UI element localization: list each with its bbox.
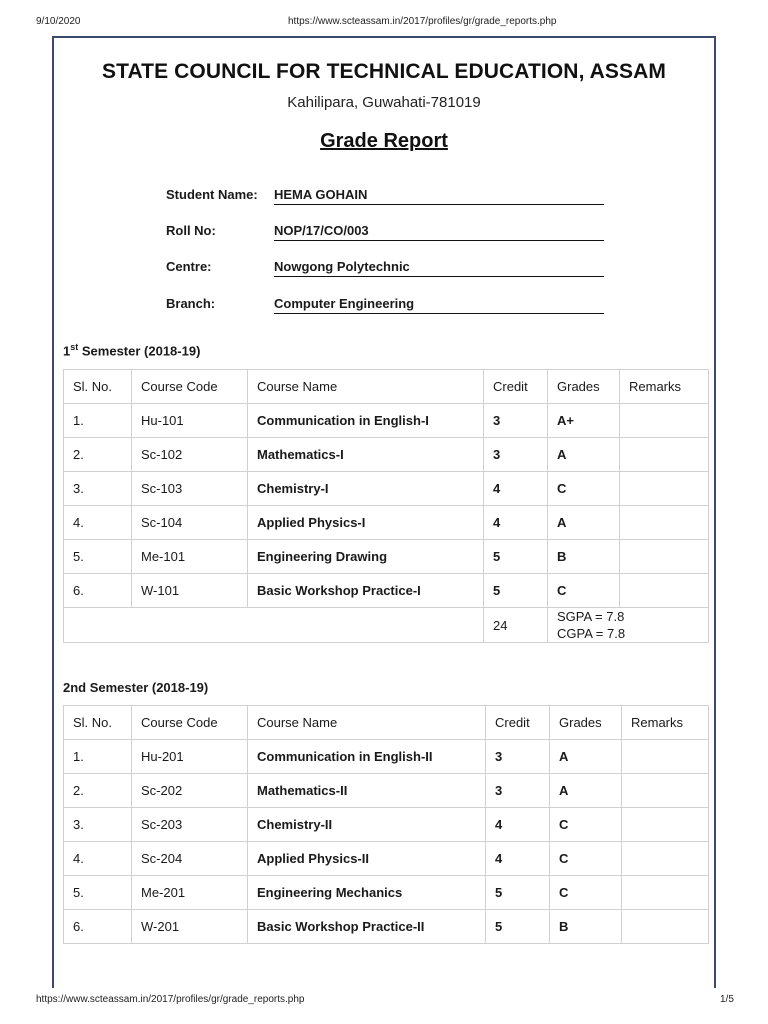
credit: 3 <box>486 774 550 808</box>
course-name: Mathematics-II <box>248 774 486 808</box>
credit: 5 <box>486 876 550 910</box>
course-name: Chemistry-I <box>248 472 484 506</box>
grade: C <box>550 876 622 910</box>
col-credit: Credit <box>486 706 550 740</box>
roll-no-row <box>166 223 606 243</box>
course-code: Hu-201 <box>132 740 248 774</box>
credit: 4 <box>486 808 550 842</box>
credit: 5 <box>484 574 548 608</box>
course-name: Mathematics-I <box>248 438 484 472</box>
course-name: Applied Physics-I <box>248 506 484 540</box>
page-number: 1/5 <box>720 994 734 1005</box>
sl-no: 6. <box>64 910 132 944</box>
course-name: Communication in English-I <box>248 404 484 438</box>
centre-row <box>166 259 606 279</box>
table-row <box>64 540 709 574</box>
grade: B <box>550 910 622 944</box>
course-name: Engineering Mechanics <box>248 876 486 910</box>
print-date: 9/10/2020 <box>36 16 81 27</box>
remarks <box>620 506 709 540</box>
credit: 4 <box>486 842 550 876</box>
course-code: Hu-101 <box>132 404 248 438</box>
remarks <box>622 842 709 876</box>
sl-no: 4. <box>64 842 132 876</box>
centre-value: Nowgong Polytechnic <box>274 259 604 277</box>
credit: 5 <box>486 910 550 944</box>
semester-2-heading: 2nd Semester (2018-19) <box>63 680 209 695</box>
col-course-name: Course Name <box>248 370 484 404</box>
course-code: Me-201 <box>132 876 248 910</box>
credit: 3 <box>484 404 548 438</box>
grade: A <box>548 438 620 472</box>
course-code: Sc-103 <box>132 472 248 506</box>
table-row <box>64 506 709 540</box>
table-row <box>64 438 709 472</box>
course-code: Sc-202 <box>132 774 248 808</box>
credit: 5 <box>484 540 548 574</box>
course-name: Applied Physics-II <box>248 842 486 876</box>
semester-2-table <box>63 705 709 944</box>
semester-total-row <box>64 608 709 643</box>
course-name: Chemistry-II <box>248 808 486 842</box>
credit: 4 <box>484 506 548 540</box>
course-code: Sc-204 <box>132 842 248 876</box>
branch-label: Branch: <box>166 296 216 311</box>
student-name-row <box>166 187 606 207</box>
credit: 3 <box>486 740 550 774</box>
sl-no: 3. <box>64 808 132 842</box>
sl-no: 1. <box>64 404 132 438</box>
grade: A+ <box>548 404 620 438</box>
table-row <box>64 574 709 608</box>
course-name: Communication in English-II <box>248 740 486 774</box>
col-course-code: Course Code <box>132 370 248 404</box>
col-remarks: Remarks <box>620 370 709 404</box>
org-title: STATE COUNCIL FOR TECHNICAL EDUCATION, ASSAM <box>101 60 666 83</box>
sl-no: 6. <box>64 574 132 608</box>
total-credit: 24 <box>484 608 548 643</box>
remarks <box>622 774 709 808</box>
course-name: Engineering Drawing <box>248 540 484 574</box>
grade: A <box>548 506 620 540</box>
col-credit: Credit <box>484 370 548 404</box>
student-name-value: HEMA GOHAIN <box>274 187 604 205</box>
table-row <box>64 740 709 774</box>
grade: A <box>550 774 622 808</box>
gpa-summary <box>548 608 709 643</box>
col-sl-no: Sl. No. <box>64 706 132 740</box>
table-row <box>64 910 709 944</box>
grade: B <box>548 540 620 574</box>
course-name: Basic Workshop Practice-I <box>248 574 484 608</box>
table-row <box>64 808 709 842</box>
col-grades: Grades <box>548 370 620 404</box>
col-remarks: Remarks <box>622 706 709 740</box>
remarks <box>622 910 709 944</box>
roll-no-value: NOP/17/CO/003 <box>274 223 604 241</box>
remarks <box>620 472 709 506</box>
grade: A <box>550 740 622 774</box>
col-course-code: Course Code <box>132 706 248 740</box>
sl-no: 1. <box>64 740 132 774</box>
sgpa: SGPA = 7.8 <box>557 609 625 624</box>
semester-1-table <box>63 369 709 643</box>
footer-url: https://www.scteassam.in/2017/profiles/gr/grade_reports.php <box>36 994 305 1005</box>
print-url: https://www.scteassam.in/2017/profiles/gr/grade_reports.php <box>288 16 557 27</box>
branch-value: Computer Engineering <box>274 296 604 314</box>
table-row <box>64 472 709 506</box>
table-header-row <box>64 706 709 740</box>
col-course-name: Course Name <box>248 706 486 740</box>
remarks <box>620 438 709 472</box>
grade: C <box>548 472 620 506</box>
table-row <box>64 842 709 876</box>
remarks <box>622 808 709 842</box>
col-grades: Grades <box>550 706 622 740</box>
report-title: Grade Report <box>320 130 448 152</box>
centre-label: Centre: <box>166 259 212 274</box>
sl-no: 2. <box>64 774 132 808</box>
sl-no: 2. <box>64 438 132 472</box>
grade: C <box>550 842 622 876</box>
course-code: W-201 <box>132 910 248 944</box>
course-code: Me-101 <box>132 540 248 574</box>
grade: C <box>550 808 622 842</box>
course-code: Sc-102 <box>132 438 248 472</box>
cgpa: CGPA = 7.8 <box>557 626 626 641</box>
course-code: W-101 <box>132 574 248 608</box>
remarks <box>622 876 709 910</box>
col-sl-no: Sl. No. <box>64 370 132 404</box>
branch-row <box>166 296 606 316</box>
remarks <box>620 574 709 608</box>
grade: C <box>548 574 620 608</box>
course-code: Sc-104 <box>132 506 248 540</box>
remarks <box>620 540 709 574</box>
sl-no: 4. <box>64 506 132 540</box>
table-row <box>64 876 709 910</box>
roll-no-label: Roll No: <box>166 223 216 238</box>
course-name: Basic Workshop Practice-II <box>248 910 486 944</box>
remarks <box>620 404 709 438</box>
table-row <box>64 404 709 438</box>
table-row <box>64 774 709 808</box>
org-address: Kahilipara, Guwahati-781019 <box>287 94 481 111</box>
sl-no: 3. <box>64 472 132 506</box>
student-name-label: Student Name: <box>166 187 258 202</box>
remarks <box>622 740 709 774</box>
table-header-row <box>64 370 709 404</box>
credit: 3 <box>484 438 548 472</box>
credit: 4 <box>484 472 548 506</box>
total-spacer <box>64 608 484 643</box>
sl-no: 5. <box>64 876 132 910</box>
sl-no: 5. <box>64 540 132 574</box>
course-code: Sc-203 <box>132 808 248 842</box>
semester-1-heading: 1st Semester (2018-19) <box>63 342 201 359</box>
